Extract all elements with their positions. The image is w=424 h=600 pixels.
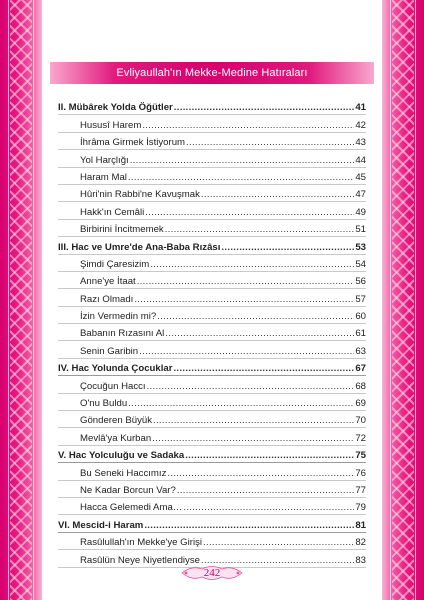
toc-entry-title: Mevlâ'ya Kurban	[80, 432, 152, 444]
toc-entry-title: VI. Mescid-i Haram	[58, 519, 144, 531]
toc-entry-row	[58, 307, 366, 324]
toc-entry-row	[58, 185, 366, 202]
toc-entry-row	[58, 428, 366, 445]
right-border-pattern	[392, 0, 414, 600]
toc-page-number: 83	[355, 554, 366, 566]
toc-entry-row	[58, 341, 366, 358]
toc-page-number: 57	[355, 293, 366, 305]
toc-dot-leader	[137, 276, 355, 287]
toc-dot-leader	[152, 433, 354, 444]
toc-dot-leader	[128, 398, 354, 409]
toc-page-number: 51	[355, 224, 366, 236]
toc-page-number: 44	[355, 154, 366, 166]
toc-entry-title: V. Hac Yolculuğu ve Sadaka	[58, 450, 185, 462]
page-number: 242	[203, 567, 221, 579]
toc-entry-row	[58, 376, 366, 393]
toc-page-number: 43	[355, 137, 366, 149]
toc-entry-title: Haram Mal	[80, 171, 127, 183]
toc-entry-title: İhrâma Girmek İstiyorum	[80, 137, 186, 149]
toc-dot-leader	[139, 346, 354, 357]
toc-dot-leader	[186, 137, 354, 148]
toc-entry-row	[58, 168, 366, 185]
toc-page-number: 82	[355, 537, 366, 549]
toc-page-number: 72	[355, 432, 366, 444]
toc-entry-title: Ne Kadar Borcun Var?	[80, 484, 176, 496]
toc-section-row	[58, 98, 366, 115]
toc-section-row	[58, 515, 366, 532]
left-border-pattern	[10, 0, 32, 600]
toc-entry-row	[58, 498, 366, 515]
toc-entry-title: Anne'ye İtaat	[80, 276, 136, 288]
toc-entry-title: O'nu Buldu	[80, 398, 128, 410]
toc-entry-title: II. Mübârek Yolda Öğütler	[58, 102, 173, 114]
toc-dot-leader	[165, 224, 355, 235]
toc-entry-row	[58, 324, 366, 341]
toc-entry-title: IV. Hac Yolunda Çocuklar	[58, 363, 173, 375]
toc-dot-leader	[174, 102, 355, 113]
toc-entry-title: Şimdi Çaresizim	[80, 258, 150, 270]
toc-entry-title: Birbirini İncitmemek	[80, 224, 164, 236]
toc-dot-leader	[203, 537, 354, 548]
toc-dot-leader	[142, 120, 354, 131]
toc-entry-title: III. Hac ve Umre'de Ana-Baba Rızâsı	[58, 241, 221, 253]
running-header-title: Evliyaullah'ın Mekke-Medine Hatıraları	[116, 67, 308, 79]
toc-entry-row	[58, 255, 366, 272]
toc-section-row	[58, 359, 366, 376]
toc-dot-leader	[145, 207, 354, 218]
toc-dot-leader	[201, 189, 354, 200]
toc-dot-leader	[130, 155, 355, 166]
toc-page-number: 56	[355, 276, 366, 288]
toc-dot-leader	[144, 520, 354, 531]
toc-page-number: 41	[355, 102, 366, 114]
toc-dot-leader	[185, 450, 354, 461]
toc-section-row	[58, 237, 366, 254]
toc-page-number: 81	[355, 519, 366, 531]
toc-entry-row	[58, 202, 366, 219]
toc-section-row	[58, 446, 366, 463]
toc-dot-leader	[153, 415, 354, 426]
right-decorative-border	[382, 0, 424, 600]
toc-page-number: 54	[355, 258, 366, 270]
toc-page-number: 75	[355, 450, 366, 462]
toc-dot-leader	[147, 381, 355, 392]
toc-entry-row	[58, 481, 366, 498]
page-number-badge	[180, 564, 244, 582]
toc-entry-title: Senin Garibin	[80, 345, 139, 357]
toc-page-number: 76	[355, 467, 366, 479]
toc-entry-row	[58, 133, 366, 150]
toc-page-number: 67	[355, 363, 366, 375]
toc-entry-row	[58, 411, 366, 428]
table-of-contents	[58, 98, 366, 568]
toc-entry-title: Çocuğun Haccı	[80, 380, 146, 392]
toc-entry-title: Babanın Rızasını Al	[80, 328, 165, 340]
toc-entry-title: Hûri'nin Rabbi'ne Kavuşmak	[80, 189, 200, 201]
toc-dot-leader	[157, 311, 354, 322]
toc-dot-leader	[150, 259, 354, 270]
toc-dot-leader	[183, 502, 354, 513]
toc-entry-title: Gönderen Büyük	[80, 415, 152, 427]
toc-entry-row	[58, 394, 366, 411]
toc-dot-leader	[221, 242, 354, 253]
toc-entry-row	[58, 220, 366, 237]
toc-entry-title: Rasûlün Neye Niyetlendiyse	[80, 554, 200, 566]
toc-entry-row	[58, 272, 366, 289]
toc-entry-title: Bu Seneki Haccımız	[80, 467, 167, 479]
toc-entry-title: Hacca Gelemedi Ama…	[80, 502, 183, 514]
toc-page-number: 45	[355, 171, 366, 183]
left-decorative-border	[0, 0, 42, 600]
toc-entry-row	[58, 115, 366, 132]
toc-dot-leader	[165, 328, 354, 339]
toc-dot-leader	[128, 172, 354, 183]
toc-page-number: 63	[355, 345, 366, 357]
toc-page-number: 49	[355, 206, 366, 218]
toc-dot-leader	[177, 485, 355, 496]
toc-page-number: 70	[355, 415, 366, 427]
toc-entry-title: Hakk'ın Cemâli	[80, 206, 145, 218]
running-header	[50, 62, 374, 84]
toc-entry-title: Yol Harçlığı	[80, 154, 129, 166]
toc-entry-row	[58, 289, 366, 306]
toc-entry-row	[58, 463, 366, 480]
toc-page-number: 77	[355, 484, 366, 496]
toc-page-number: 79	[355, 502, 366, 514]
toc-page-number: 47	[355, 189, 366, 201]
toc-page-number: 42	[355, 119, 366, 131]
toc-page-number: 60	[355, 311, 366, 323]
toc-entry-title: İzin Vermedin mi?	[80, 311, 157, 323]
toc-page-number: 68	[355, 380, 366, 392]
toc-page-number: 69	[355, 398, 366, 410]
toc-dot-leader	[134, 294, 354, 305]
toc-page-number: 53	[355, 241, 366, 253]
toc-dot-leader	[173, 363, 354, 374]
toc-page-number: 61	[355, 328, 366, 340]
toc-entry-row	[58, 150, 366, 167]
toc-entry-title: Rasûlullah'ın Mekke'ye Girişi	[80, 537, 203, 549]
toc-entry-row	[58, 533, 366, 550]
toc-entry-title: Razı Olmadı	[80, 293, 134, 305]
toc-entry-title: Hususî Harem	[80, 119, 142, 131]
toc-dot-leader	[167, 468, 354, 479]
